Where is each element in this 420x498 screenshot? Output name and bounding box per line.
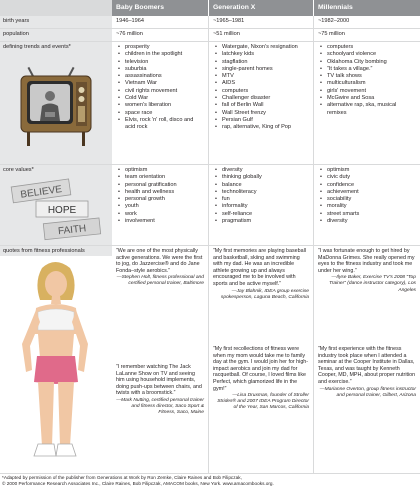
list-item: • women's liberation (116, 102, 204, 109)
fitness-woman-image (12, 260, 98, 472)
list-item: • Cold War (116, 95, 204, 102)
list-item: • fall of Berlin Wall (213, 102, 309, 109)
list-item: • technoliteracy (213, 189, 309, 196)
list-item: • “It takes a village.” (318, 66, 416, 73)
quote-block (318, 346, 416, 399)
list-item: • space race (116, 110, 204, 117)
row-population (0, 29, 420, 41)
values-list-genx (213, 167, 309, 225)
list-item: • fun (213, 196, 309, 203)
quote-attribution: —Marianne Overton, group fitness instructor and personal trainer, Gilbert, Arizona (319, 386, 416, 398)
trends-list-millennials (318, 44, 416, 117)
list-item: • youth (116, 203, 204, 210)
row-core-values (0, 165, 420, 245)
quote-text: “I was fortunate enough to get hired by MaDonna Grimes. She really opened my eyes to the fitness industry and took me under her wing.” (318, 248, 415, 274)
believe-hope-faith-image (8, 177, 106, 241)
quote-text: “My first memories are playing baseball and basketball, skiing and swimming with my dad. He was an incredible athlete growing up and always encouraged me to be involved with sports and be active myself.” (213, 248, 306, 287)
list-item: • optimism (318, 167, 416, 174)
list-item: • Oklahoma City bombing (318, 59, 416, 66)
list-item: • single-parent homes (213, 66, 309, 73)
cell-millennials: ~75 million (318, 31, 345, 37)
row-birth-years (0, 16, 420, 28)
cell-genx (209, 42, 313, 134)
list-item: • television (116, 59, 204, 66)
list-item: • personal gratification (116, 182, 204, 189)
list-item: • Vietnam War (116, 80, 204, 87)
cell-boomers: ~76 million (116, 31, 143, 37)
row-label: core values* (3, 167, 34, 173)
list-item: • assassinations (116, 73, 204, 80)
row-label-cell (0, 165, 112, 245)
row-label: defining trends and events* (3, 44, 71, 50)
list-item: • thinking globally (213, 174, 309, 181)
cell-millennials (314, 42, 420, 119)
divider (0, 473, 420, 474)
quote-text: “My first recollections of fitness were when my mom would take me to family day at the gym. I would join her for high-impact aerobics and join my dad for racquetball. Of course, I loved films like Perfect, which glamorized life in the gym!” (213, 346, 309, 392)
sign-word-believe: BELIEVE (19, 183, 63, 201)
cell-genx (209, 246, 313, 473)
list-item: • girls' movement (318, 88, 416, 95)
row-label: population (0, 29, 112, 41)
header-millennials: Millennials (314, 0, 420, 16)
list-item: • confidence (318, 182, 416, 189)
list-item: • involvement (116, 218, 204, 225)
quote-block (116, 364, 204, 416)
list-item: • civic duty (318, 174, 416, 181)
cell-genx (209, 165, 313, 227)
list-item: • pragmatism (213, 218, 309, 225)
quote-block (213, 346, 309, 411)
list-item: • optimism (116, 167, 204, 174)
sign-word-faith: FAITH (57, 223, 87, 238)
list-item: • diversity (213, 167, 309, 174)
list-item: • schoolyard violence (318, 51, 416, 58)
column-separator (208, 16, 209, 473)
cell-millennials: ~1982–2000 (318, 18, 350, 24)
list-item: • health and wellness (116, 189, 204, 196)
cell-boomers: 1946–1964 (116, 18, 144, 24)
cell-millennials (314, 246, 420, 473)
list-item: • suburbia (116, 66, 204, 73)
quote-attribution: —Stephen Holt, fitness professional and certified personal trainer, Baltimore (116, 275, 204, 287)
header-blank-cell (0, 0, 112, 16)
list-item: • informality (213, 203, 309, 210)
quote-block (318, 248, 416, 294)
quote-text: “My first experience with the fitness industry took place when I attended a seminar at the Cooper Institute in Dallas, Texas, and was taught by Kenneth Cooper, MD, MPH, about proper nutrition and exercise.” (318, 346, 416, 385)
row-label-cell (0, 42, 112, 164)
cell-millennials (314, 165, 420, 227)
list-item: • civil rights movement (116, 88, 204, 95)
row-label: birth years (0, 16, 112, 28)
trends-list-genx (213, 44, 309, 132)
cell-genx: ~51 million (213, 31, 240, 37)
list-item: • morality (318, 203, 416, 210)
source-footnote (0, 475, 420, 487)
cell-genx: ~1965–1981 (213, 18, 245, 24)
quote-attribution: —Mark Nutting, certified personal trainer and fitness director, Saco Sport & Fitness, Saco, Maine (116, 397, 204, 416)
list-item: • sociability (318, 196, 416, 203)
header-baby-boomers: Baby Boomers (112, 0, 208, 16)
list-item: • McGwire and Sosa (318, 95, 416, 102)
list-item: • personal growth (116, 196, 204, 203)
list-item: • team orientation (116, 174, 204, 181)
list-item: • Challenger disaster (213, 95, 309, 102)
column-separator (313, 16, 314, 473)
list-item: • balance (213, 182, 309, 189)
list-item: • diversity (318, 218, 416, 225)
list-item: • latchkey kids (213, 51, 309, 58)
quote-text: “We are one of the most physically active generations. We were the first to jog, do Jazzercise® and do Jane Fonda–style aerobics.” (116, 248, 203, 274)
list-item: • achievement (318, 189, 416, 196)
values-list-millennials (318, 167, 416, 225)
list-item: • Elvis, rock 'n' roll, disco and acid rock (116, 117, 204, 132)
cell-boomers (112, 42, 208, 134)
footnote-line-1: *Adapted by permission of the publisher from Generations at Work by Ron Zemke, Claire Raines and Bob Filipczak, (2, 475, 242, 480)
quote-text: “I remember watching The Jack LaLanne Show on TV and seeing him using household implements, doing push-ups between chairs, and twists with a broomstick.” (116, 364, 202, 397)
sign-word-hope: HOPE (47, 205, 77, 216)
quote-block (213, 248, 309, 301)
list-item: • street smarts (318, 211, 416, 218)
list-item: • MTV (213, 73, 309, 80)
table-header (0, 0, 420, 16)
list-item: • computers (213, 88, 309, 95)
values-list-boomers (116, 167, 204, 225)
list-item: • children in the spotlight (116, 51, 204, 58)
row-label: quotes from fitness professionals (0, 246, 112, 256)
list-item: • alternative rap, ska, musical remixes (318, 102, 416, 117)
quote-attribution: —Lisa Druxman, founder of Stroller Strides® and 2007 IDEA Program Director of the Year, San Marcos, California (217, 393, 309, 411)
row-label-cell (0, 246, 112, 473)
list-item: • Wall Street frenzy (213, 110, 309, 117)
list-item: • self-reliance (213, 211, 309, 218)
list-item: • computers (318, 44, 416, 51)
row-quotes (0, 246, 420, 473)
quote-block (116, 248, 204, 288)
list-item: • work (116, 211, 204, 218)
list-item: • Watergate, Nixon's resignation (213, 44, 309, 51)
list-item: • prosperity (116, 44, 204, 51)
list-item: • TV talk shows (318, 73, 416, 80)
trends-list-boomers (116, 44, 204, 132)
list-item: • rap, alternative, King of Pop (213, 124, 309, 131)
cell-boomers (112, 165, 208, 227)
list-item: • Persian Gulf (213, 117, 309, 124)
quote-attribution: —Jay Blahnik, IDEA group exercise spokesperson, Laguna Beach, California (220, 288, 309, 300)
footnote-line-2: © 2000 Performance Research Associates Inc., Claire Raines, Bob Filipczak, AMACOM books, New York. www.amacombooks.org. (2, 481, 274, 487)
list-item: • stagflation (213, 59, 309, 66)
header-generation-x: Generation X (209, 0, 313, 16)
row-defining-trends (0, 42, 420, 164)
television-image (19, 66, 93, 148)
quote-attribution: —Ilyse Baker, Exercise TV's 2008 “Top Trainer” (dance instructor category), Los Angeles (329, 275, 416, 293)
list-item: • AIDS (213, 80, 309, 87)
list-item: • multiculturalism (318, 80, 416, 87)
cell-boomers (112, 246, 208, 473)
